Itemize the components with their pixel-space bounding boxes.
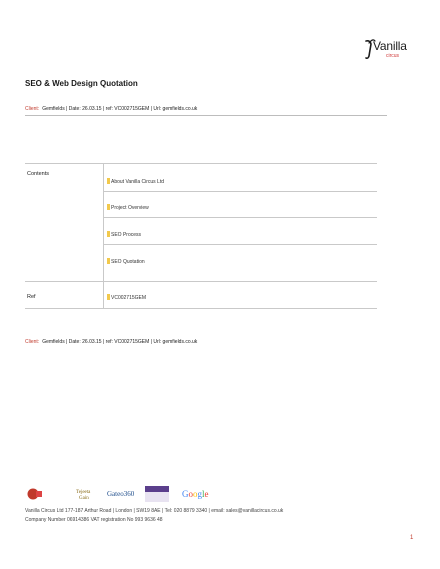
partner-logos xyxy=(27,486,217,502)
svg-text:Gateo360: Gateo360 xyxy=(107,490,135,498)
ref-value-cell xyxy=(107,294,146,301)
table-rule xyxy=(103,191,377,192)
bullet-marker-icon xyxy=(107,204,110,210)
contents-item-label: Project Overview xyxy=(111,205,149,211)
quote-date: Date: 26.03.15 xyxy=(68,106,102,112)
bullet-marker-icon xyxy=(107,178,110,184)
table-rule xyxy=(103,244,377,245)
contents-label: Contents xyxy=(27,171,50,177)
logo-name: Vanilla xyxy=(373,39,407,53)
table-rule xyxy=(25,163,377,164)
client-name: Gemfields xyxy=(42,106,65,112)
quote-date: Date: 26.03.15 xyxy=(68,339,102,345)
ref-label: Ref xyxy=(27,294,36,300)
bullet-marker-icon xyxy=(107,294,110,300)
contents-item-label: About Vanilla Circus Ltd xyxy=(111,179,164,185)
client-label: Client: xyxy=(25,339,40,345)
google-logo xyxy=(182,487,212,501)
svg-text:Tejeeta: Tejeeta xyxy=(76,490,91,495)
footer-company-number: Company Number 06914386 VAT registration No 993 9636 48 xyxy=(25,517,163,523)
table-column-divider xyxy=(103,163,104,308)
client-info-line-top: Client: Gemfields | Date: 26.03.15 | ref: VC002715GEM | Url: gemfields.co.uk xyxy=(25,106,198,112)
client-url: Url: gemfields.co.uk xyxy=(153,106,198,112)
bullet-marker-icon xyxy=(107,231,110,237)
quote-ref: ref: VC002715GEM xyxy=(105,339,150,345)
contents-item-seo-quotation xyxy=(107,258,145,265)
vanilla-circus-logo xyxy=(364,38,414,62)
tejeeta-gain-logo xyxy=(75,487,100,501)
partner-badge-logo xyxy=(145,486,169,502)
contents-item-label: SEO Quotation xyxy=(111,259,145,265)
client-name: Gemfields xyxy=(42,339,65,345)
contents-item-about xyxy=(107,178,164,185)
client-url: Url: gemfields.co.uk xyxy=(153,339,198,345)
client-info-line-bottom: Client: Gemfields | Date: 26.03.15 | ref: VC002715GEM | Url: gemfields.co.uk xyxy=(25,339,198,345)
contents-item-seo-process xyxy=(107,231,141,238)
contents-item-project-overview xyxy=(107,204,149,211)
ref-value: VC002715GEM xyxy=(111,295,147,301)
client-label: Client: xyxy=(25,106,40,112)
page-number: 1 xyxy=(410,535,414,541)
footer-address: Vanilla Circus Ltd 177-187 Arthur Road | London | SW19 8AE | Tel: 020 8879 3340 | email: sales@vanillacircus.co.uk xyxy=(25,508,284,514)
page-title: SEO & Web Design Quotation xyxy=(25,79,138,88)
table-rule xyxy=(25,308,377,309)
table-rule xyxy=(25,281,377,282)
header-divider xyxy=(25,115,387,116)
quote-ref: ref: VC002715GEM xyxy=(105,106,150,112)
gateo360-logo xyxy=(107,487,137,501)
cim-text-logo xyxy=(36,488,74,500)
logo-tagline: circus xyxy=(386,53,400,59)
svg-text:Gain: Gain xyxy=(79,496,89,501)
table-rule xyxy=(103,217,377,218)
bullet-marker-icon xyxy=(107,258,110,264)
contents-item-label: SEO Process xyxy=(111,232,142,238)
svg-text:Google: Google xyxy=(182,489,209,499)
